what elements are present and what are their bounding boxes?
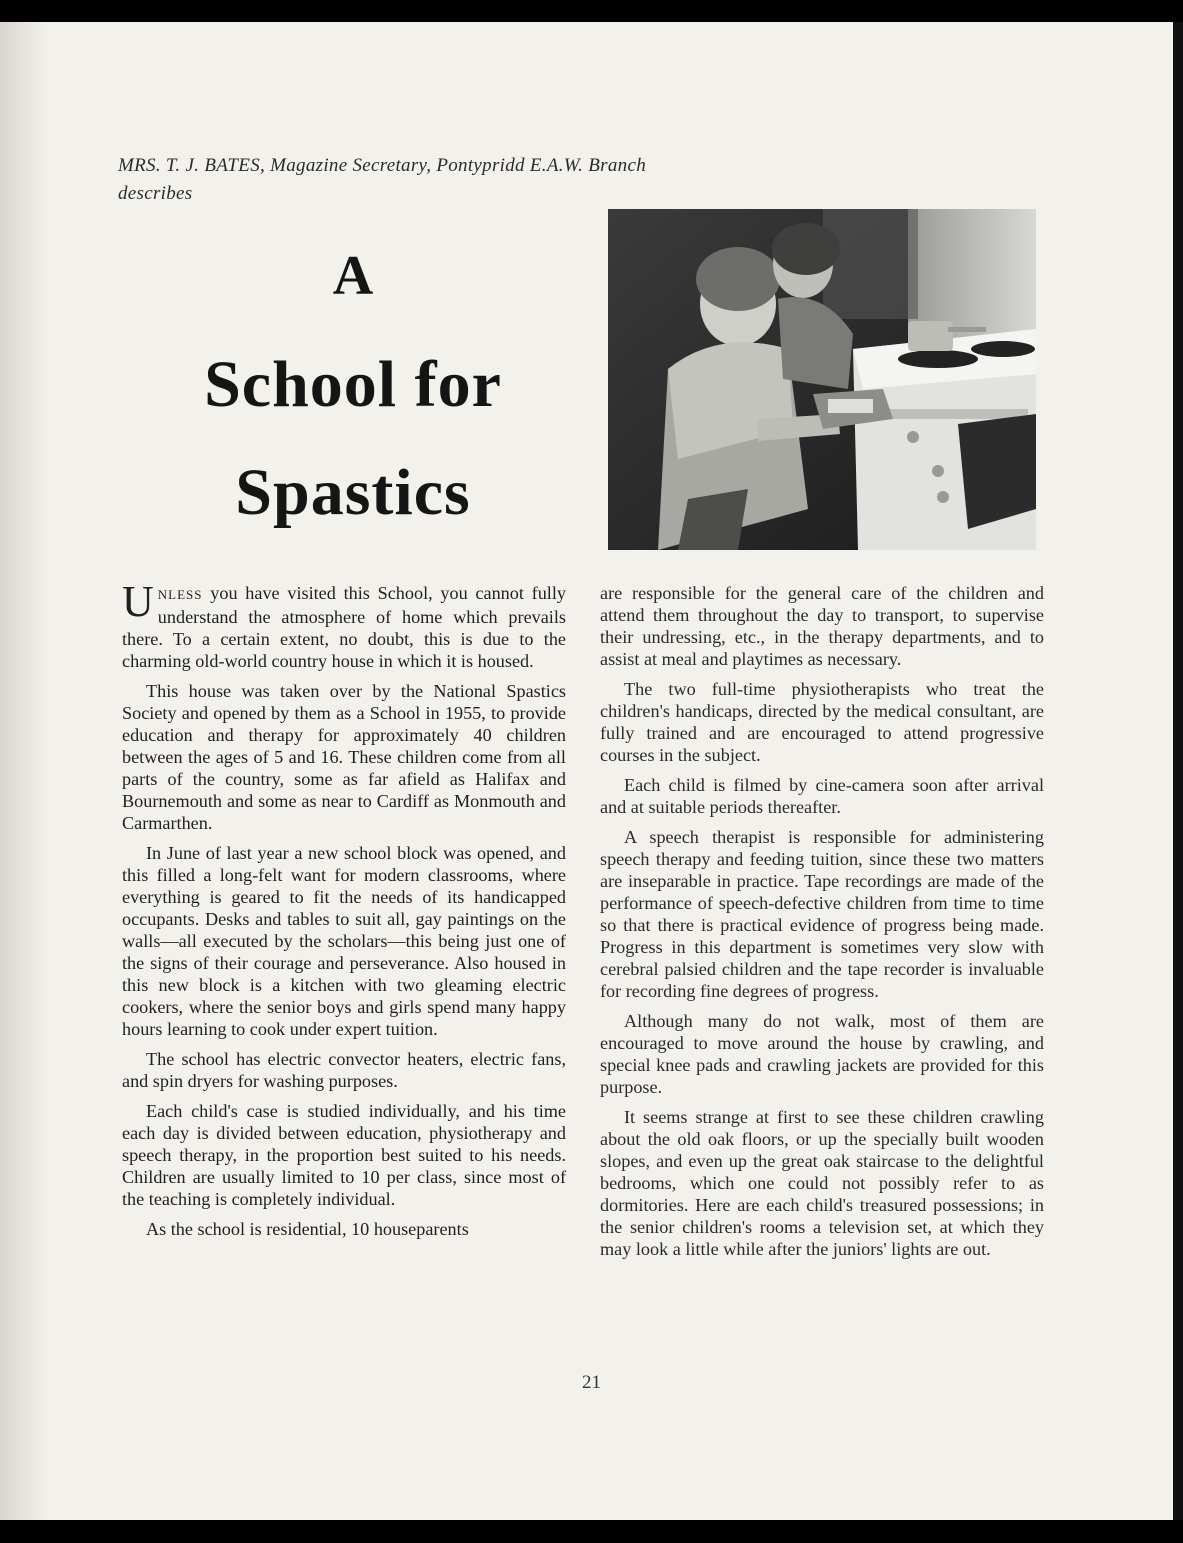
- drop-cap: U: [122, 577, 154, 626]
- byline: [118, 152, 818, 208]
- title-article: A: [332, 245, 374, 307]
- paragraph: In June of last year a new school block was opened, and this filled a long-felt want for modern classrooms, where everything is geared to fit the needs of its handicapped occupants. Desks and tables to suit all, gay paintings on the walls—all executed by the scholars—this being just one of the signs of their courage and perseverance. Also housed in this new block is a kitchen with two gleaming electric cookers, where the senior boys and girls spend many happy hours learning to cook under expert tuition.: [122, 843, 566, 1039]
- paragraph: The two full-time physiotherapists who treat the children's handicaps, directed by the medical consultant, are fully trained and are encouraged to attend progressive courses in the subject.: [600, 679, 1044, 765]
- paragraph: This house was taken over by the National Spastics Society and opened by them as a School in 1955, to provide education and therapy for approximately 40 children between the ages of 5 and 16. These children come from all parts of the country, some as far afield as Halifax and Bournemouth and some as near to Cardiff as Monmouth and Carmarthen.: [122, 681, 566, 833]
- byline-describes: describes: [118, 183, 193, 204]
- title-line-2: Spastics: [235, 456, 471, 529]
- paragraph: A speech therapist is responsible for administering speech therapy and feeding tuition, since these two matters are inseparable in practice. Tape recordings are made of the performance of speech-defective children from time to time so that there is practical evidence of progress being made. Progress in this department is sometimes very slow with cerebral palsied children and the tape recorder is invaluable for recording fine degrees of progress.: [600, 827, 1044, 1001]
- paragraph: are responsible for the general care of the children and attend them throughout the day to transport, to supervise their undressing, etc., in the therapy departments, and to assist at meal and playtimes as necessary.: [600, 583, 1044, 669]
- kitchen-photo: [608, 209, 1036, 550]
- paragraph: It seems strange at first to see these children crawling about the old oak floors, or up the specially built wooden slopes, and even up the great oak staircase to the delightful bedrooms, which one could not possibly refer to as dormitories. Here are each child's treasured possessions; in the senior children's rooms a television set, at which they may look a little while after the juniors' lights are out.: [600, 1107, 1044, 1259]
- title-line-1: School for: [204, 348, 502, 421]
- magazine-page: [0, 22, 1183, 1520]
- paragraph: [122, 577, 566, 672]
- page-edge: [1173, 22, 1183, 1520]
- paragraph: The school has electric convector heaters, electric fans, and spin dryers for washing purposes.: [122, 1049, 566, 1091]
- article-column-right: [600, 582, 1044, 1268]
- paragraph: Each child is filmed by cine-camera soon after arrival and at suitable periods thereafter.: [600, 775, 1044, 817]
- article-column-left: [122, 577, 566, 1248]
- paragraph: Although many do not walk, most of them are encouraged to move around the house by crawling, and special knee pads and crawling jackets are provided for this purpose.: [600, 1011, 1044, 1097]
- paragraph-text: you have visited this School, you cannot fully understand the atmosphere of home which prevails there. To a certain extent, no doubt, this is due to the charming old-world country house in which it is housed.: [122, 583, 566, 671]
- page-number: 21: [582, 1372, 601, 1393]
- paragraph: Each child's case is studied individually, and his time each day is divided between education, physiotherapy and speech therapy, in the proportion best suited to his needs. Children are usually limited to 10 per class, since most of the teaching is completely individual.: [122, 1101, 566, 1209]
- spine-shadow: [0, 22, 48, 1520]
- photo-kitchen-scene-icon: [608, 209, 1036, 550]
- byline-author: MRS. T. J. BATES, Magazine Secretary, Pontypridd E.A.W. Branch: [118, 155, 646, 176]
- small-caps-word: NLESS: [157, 587, 203, 602]
- paragraph: As the school is residential, 10 houseparents: [146, 1219, 469, 1239]
